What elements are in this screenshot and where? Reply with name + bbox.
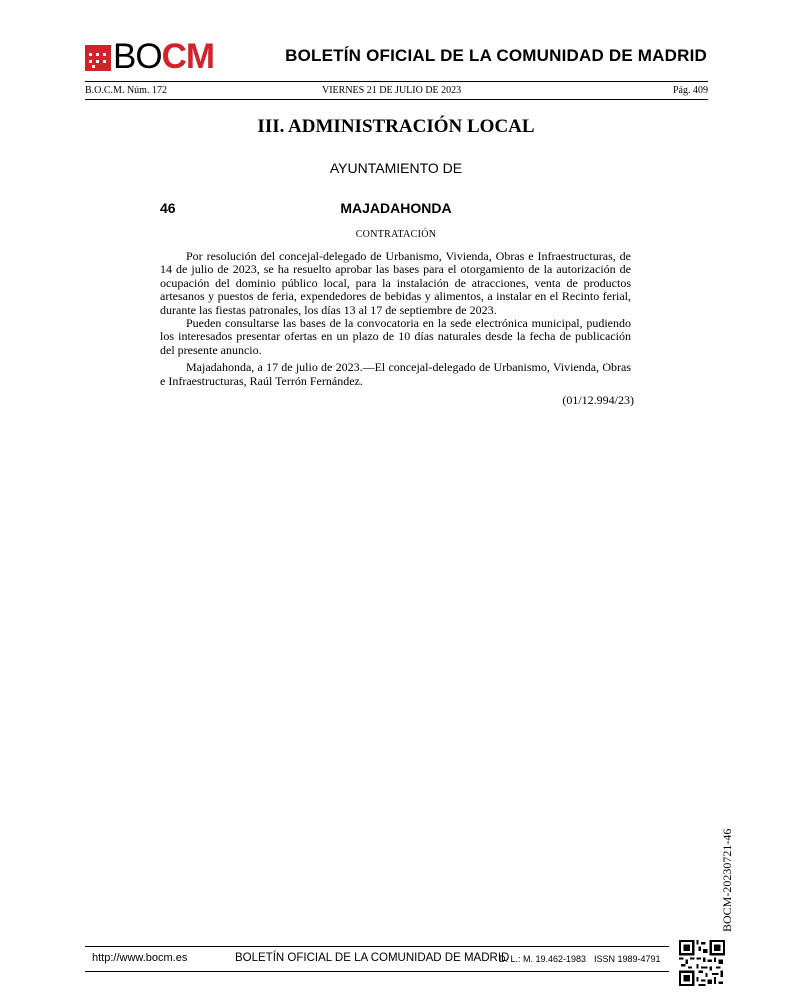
footer-url-link[interactable]: http://www.bocm.es [92, 952, 188, 964]
entry-name: MAJADAHONDA [340, 200, 452, 216]
section-subtitle: AYUNTAMIENTO DE [329, 160, 463, 176]
paragraph: Por resolución del concejal-delegado de Urbanismo, Vivienda, Obras e Infraestructuras, de 14 de julio de 2023, se ha resuelto aprobar las bases para el otorgamiento de la autorización de ocupación del dominio público local, para la instalación de atracciones, venta de productos artesanos y puestos de feria, expendedores de bebidas y alimentos, a instalar en el Recinto ferial, durante las fiestas patronales, los días 13 al 17 de septiembre de 2023. [160, 249, 631, 317]
header-rule-top [85, 81, 708, 82]
issue-number: B.O.C.M. Núm. 172 [85, 85, 167, 96]
bocm-logo [85, 37, 215, 76]
reference-code: (01/12.994/23) [562, 393, 634, 407]
logo-text-bo: BO [113, 37, 162, 76]
qr-code-icon [679, 940, 725, 986]
paragraph: Pueden consultarse las bases de la convocatoria en la sede electrónica municipal, pudiendo los interesados presentar ofertas en un plazo de 10 días naturales desde la fecha de publicación del presente anuncio. [160, 316, 631, 357]
document-code: BOCM-20230721-46 [720, 828, 734, 932]
section-title: III. ADMINISTRACIÓN LOCAL [257, 116, 535, 137]
announcement-body [160, 250, 631, 388]
gazette-title: BOLETÍN OFICIAL DE LA COMUNIDAD DE MADRID [285, 46, 707, 65]
madrid-flag-icon [85, 45, 111, 71]
logo-text-cm: CM [161, 37, 215, 76]
legal-deposit: D. L.: M. 19.462-1983 [499, 954, 587, 964]
page-number: Pág. 409 [673, 85, 708, 96]
footer [85, 946, 669, 972]
header-rule-bottom [85, 99, 708, 100]
entry-number: 46 [160, 200, 176, 216]
footer-title: BOLETÍN OFICIAL DE LA COMUNIDAD DE MADRID [235, 952, 510, 964]
issue-date: VIERNES 21 DE JULIO DE 2023 [322, 85, 462, 96]
category-label: CONTRATACIÓN [355, 229, 437, 240]
issn: ISSN 1989-4791 [594, 954, 661, 964]
paragraph: Majadahonda, a 17 de julio de 2023.—El concejal-delegado de Urbanismo, Vivienda, Obras e Infraestructuras, Raúl Terrón Fernández. [160, 360, 631, 388]
